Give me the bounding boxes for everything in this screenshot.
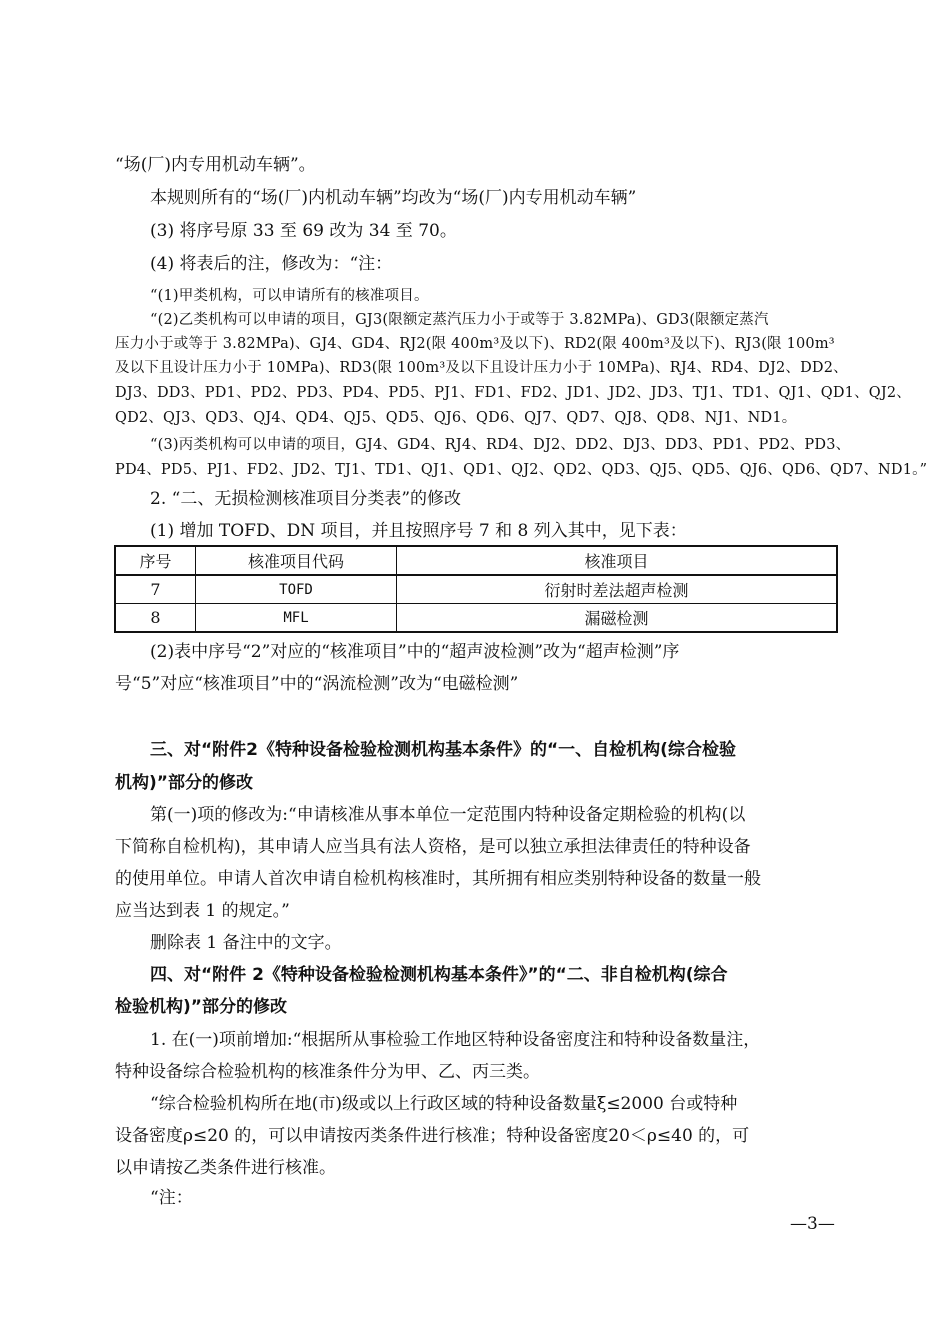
table-cell: 漏磁检测 [397, 604, 838, 633]
table-row [115, 604, 837, 633]
note-line: “(3)丙类机构可以申请的项目，GJ4、GD4、RJ4、RD4、DJ2、DD2、DJ3、DD3、PD1、PD2、PD3、 [150, 437, 851, 453]
table-row [115, 575, 837, 604]
page-number: —3— [790, 1214, 835, 1234]
note-line: DJ3、DD3、PD1、PD2、PD3、PD4、PD5、PJ1、FD1、FD2、JD1、JD2、JD3、TJ1、TD1、QJ1、QD1、QJ2、 [115, 385, 912, 401]
section-heading: 机构)”部分的修改 [115, 773, 253, 793]
table-cell: 8 [115, 604, 196, 633]
text-line: 删除表 1 备注中的文字。 [150, 933, 342, 953]
table-cell: MFL [196, 604, 397, 633]
text-line: “场(厂)内专用机动车辆”。 [115, 155, 316, 175]
section-heading: 检验机构)”部分的修改 [115, 997, 287, 1017]
table-header-cell: 核准项目代码 [196, 546, 397, 575]
text-line: (3) 将序号原 33 至 69 改为 34 至 70。 [150, 221, 457, 241]
note-line: “(1)甲类机构，可以申请所有的核准项目。 [150, 288, 429, 304]
table-header-cell: 核准项目 [397, 546, 838, 575]
note-line: PD4、PD5、PJ1、FD2、JD2、TJ1、TD1、QJ1、QD1、QJ2、QD2、QD3、QJ5、QD5、QJ6、QD6、QD7、ND1。” [115, 462, 928, 478]
text-line: 设备密度ρ≤20 的，可以申请按丙类条件进行核准；特种设备密度20＜ρ≤40 的，可 [115, 1126, 750, 1146]
text-line: 第(一)项的修改为:“申请核准从事本单位一定范围内特种设备定期检验的机构(以 [150, 805, 746, 825]
ndt-items-table [114, 545, 838, 633]
text-line: 以申请按乙类条件进行核准。 [115, 1158, 336, 1178]
text-line: 本规则所有的“场(厂)内机动车辆”均改为“场(厂)内专用机动车辆” [150, 188, 637, 208]
text-line: 的使用单位。申请人首次申请自检机构核准时，其所拥有相应类别特种设备的数量一般 [115, 869, 761, 889]
note-line: QD2、QJ3、QD3、QJ4、QD4、QJ5、QD5、QJ6、QD6、QJ7、QD7、QJ8、QD8、NJ1、ND1。 [115, 410, 797, 426]
table-cell: 衍射时差法超声检测 [397, 575, 838, 604]
table-cell: 7 [115, 575, 196, 604]
text-line: 下简称自检机构)，其申请人应当具有法人资格，是可以独立承担法律责任的特种设备 [115, 837, 751, 857]
text-line: “注： [150, 1188, 193, 1208]
note-line: “(2)乙类机构可以申请的项目，GJ3(限额定蒸汽压力小于或等于 3.82MPa)、GD3(限额定蒸汽 [150, 312, 769, 328]
section-heading: 四、对“附件 2《特种设备检验检测机构基本条件》”的“二、非自检机构(综合 [150, 965, 728, 985]
text-line: 1. 在(一)项前增加:“根据所从事检验工作地区特种设备密度注和特种设备数量注， [150, 1030, 761, 1050]
text-line: “综合检验机构所在地(市)级或以上行政区域的特种设备数量ξ≤2000 台或特种 [150, 1094, 738, 1114]
section-heading: 三、对“附件2《特种设备检验检测机构基本条件》的“一、自检机构(综合检验 [150, 740, 736, 760]
table-cell: TOFD [196, 575, 397, 604]
note-line: 压力小于或等于 3.82MPa)、GJ4、GD4、RJ2(限 400m³及以下)、RD2(限 400m³及以下)、RJ3(限 100m³ [115, 336, 835, 352]
text-line: (2)表中序号“2”对应的“核准项目”中的“超声波检测”改为“超声检测”序 [150, 642, 680, 662]
table-header-row [115, 546, 837, 575]
text-line: 应当达到表 1 的规定。” [115, 901, 290, 921]
table-header-cell: 序号 [115, 546, 196, 575]
text-line: 号“5”对应“核准项目”中的“涡流检测”改为“电磁检测” [115, 674, 519, 694]
text-line: 2. “二、无损检测核准项目分类表”的修改 [150, 489, 462, 509]
text-line: 特种设备综合检验机构的核准条件分为甲、乙、丙三类。 [115, 1062, 540, 1082]
text-line: (4) 将表后的注，修改为：“注： [150, 254, 393, 274]
note-line: 及以下且设计压力小于 10MPa)、RD3(限 100m³及以下且设计压力小于 10MPa)、RJ4、RD4、DJ2、DD2、 [115, 360, 848, 376]
text-line: (1) 增加 TOFD、DN 项目，并且按照序号 7 和 8 列入其中，见下表： [150, 521, 687, 541]
